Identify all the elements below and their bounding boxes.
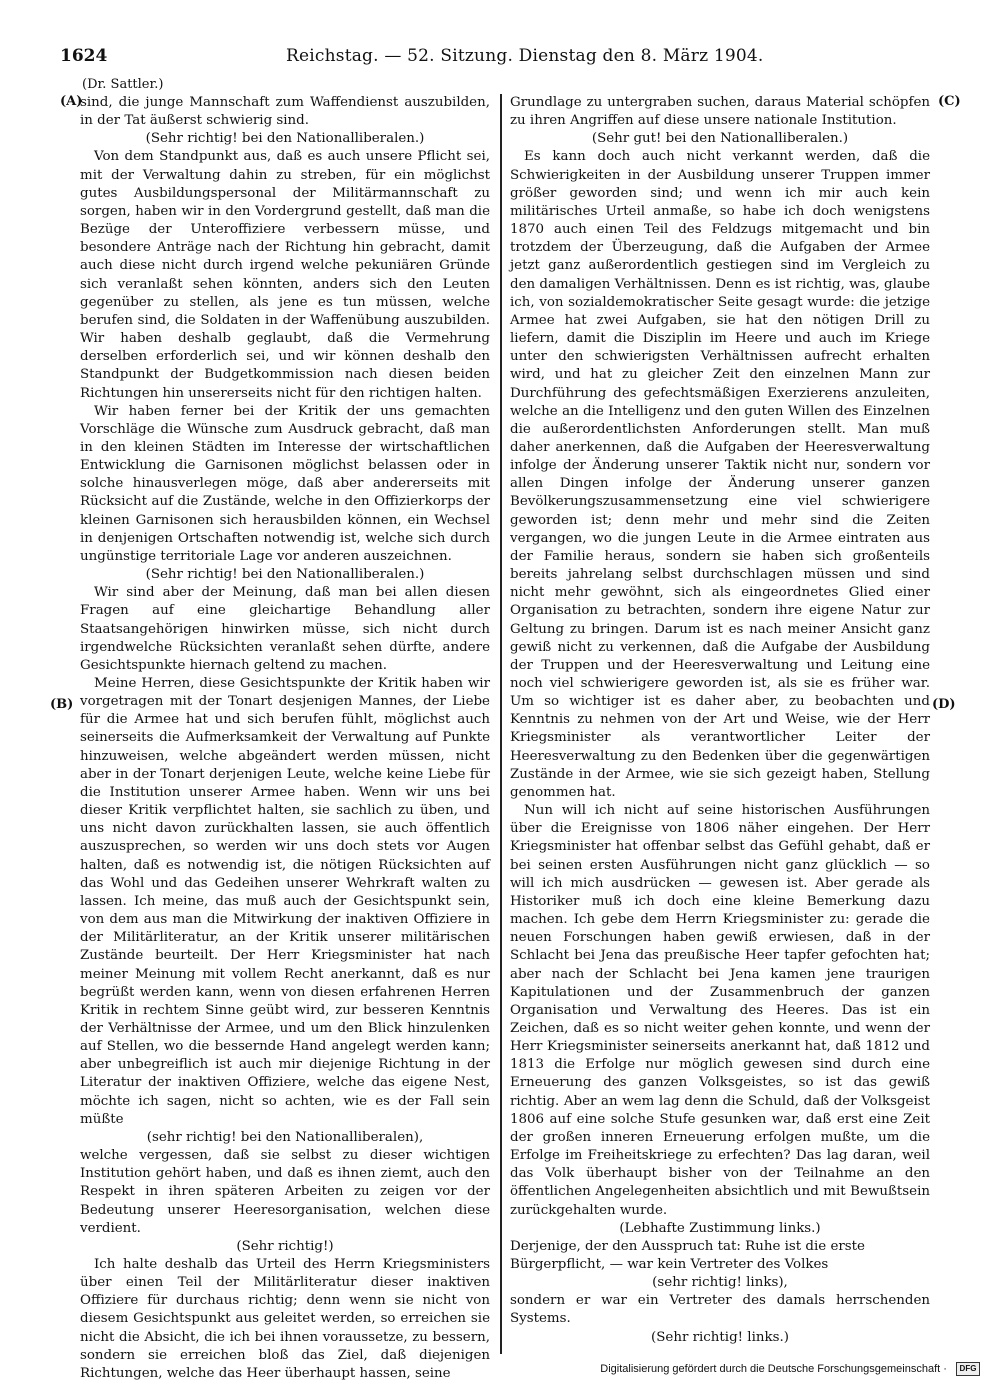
footer-credit: Digitalisierung gefördert durch die Deutsche Forschungsgemeinschaft · xyxy=(600,1363,947,1376)
paragraph: welche vergessen, daß sie selbst zu dieser wichtigen Institution gehört haben, und daß es ihnen ziemt, auch den Respekt in ihren späteren Arbeiten zu zeigen vor der Bedeutung unserer Heeresorganisation, welchen diese verdient. xyxy=(80,1148,490,1236)
interjection: (Lebhafte Zustimmung links.) xyxy=(619,1220,821,1236)
interjection: (Sehr gut! bei den Nationalliberalen.) xyxy=(591,131,849,147)
paragraph: Wir haben ferner bei der Kritik der uns gemachten Vorschläge die Wünsche zum Ausdruck gebracht, daß man in den kleinen Städten im Interesse der wirtschaftlichen Entwicklung die Garnisonen möglichst belassen oder in solche hinausverlegen möge, daß aber andererseits mit Rücksicht auf die Zustände, welche in den Offizierkorps der kleinen Garnisonen sich herausbilden können, ein Wechsel in denjenigen Ortschaften notwendig ist, welche sich durch ungünstige territoriale Lage vor anderen auszeichnen. xyxy=(80,403,490,564)
paragraph: sind, die junge Mannschaft zum Waffendienst auszubilden, in der Tat äußerst schwierig sind. xyxy=(80,95,490,129)
page-number: 1624 xyxy=(60,46,108,66)
interjection: (Sehr richtig! bei den Nationalliberalen.) xyxy=(145,131,425,147)
interjection: (sehr richtig! links), xyxy=(652,1275,788,1291)
right-column xyxy=(510,94,930,1345)
margin-mark-d: (D) xyxy=(932,697,956,712)
paragraph: Es kann doch auch nicht verkannt werden, daß die Schwierigkeiten in der Ausbildung unserer Truppen immer größer geworden sind; und wenn ich mir auch kein militärisches Urteil anmaße, so habe ich doch wenigstens 1870 auch einen Teil des Feldzugs mitgemacht und bin trotzdem der Überzeugung, daß die Aufgaben der Armee jetzt ganz außerordentlich gestiegen sind im Vergleich zu den damaligen Verhältnissen. Denn es ist richtig, was, glaube ich, von sozialdemokratischer Seite gesagt wurde: die jetzige Armee hat zwei Aufgaben, sie hat den nötigen Drill zu liefern, damit die Disziplin im Heere und auch im Kriege unter den schwierigsten Verhältnissen aufrecht erhalten wird, und hat zu gleicher Zeit den einzelnen Mann zur Durchführung des gefechtsmäßigen Exerzierens anzuleiten, welche an die Intelligenz und den guten Willen des Einzelnen die außerordentlichsten Anforderungen stellt. Man muß daher anerkennen, daß die Aufgaben der Heeresverwaltung infolge der Änderung unserer Taktik nicht nur, sondern vor allen Dingen infolge der Änderung unserer ganzen Bevölkerungszusammensetzung eine viel schwierigere geworden ist; denn mehr und mehr sind die Zeiten vergangen, wo die jungen Leute in die Armee eintraten aus der Familie heraus, sondern sie haben sich großenteils bereits jahrelang selbst durchschlagen müssen und sind nicht mehr gewöhnt, sich als eingeordnetes Glied einer Organisation zu betrachten, sondern ihre eigene Natur zur Geltung zu bringen. Darum ist es nach meiner Ansicht ganz gewiß nicht zu verkennen, daß die Aufgabe der Ausbildung der Truppen und der Heeresverwaltung und Leitung eine noch viel schwierigere geworden ist, als sie es früher war. Um so wichtiger ist es daher aber, zu beobachten und Kenntnis zu nehmen von der Art und Weise, wie der Herr Kriegsminister als verantwortlicher Leiter der Heeresverwaltung zu den Bedenken über die gegenwärtigen Zustände in der Armee, wie sie sich gezeigt haben, Stellung genommen hat. xyxy=(510,149,930,800)
running-head xyxy=(60,44,940,68)
margin-mark-c: (C) xyxy=(938,94,961,109)
paragraph: Meine Herren, diese Gesichtspunkte der Kritik haben wir vorgetragen mit der Tonart desjenigen Mannes, der Liebe für die Armee hat und sich berufen fühlt, möglichst auch seinerseits die Aufmerksamkeit der Verwaltung auf Punkte hinzuweisen, welche abgeändert werden müssen, nicht aber in der Tonart derjenigen Leute, welche keine Liebe für die Institution unserer Armee haben. Wenn wir uns bei dieser Kritik verpflichtet halten, sie sachlich zu üben, und uns nicht davon zurückhalten lassen, sie auch öffentlich auszusprechen, so werden wir uns doch stets vor Augen halten, daß es notwendig ist, die nötigen Rücksichten auf das Wohl und das Gedeihen unserer Wehrkraft walten zu lassen. Ich meine, das muß auch der Gesichtspunkt sein, von dem aus man die Mitwirkung der inaktiven Offiziere in der Militärliteratur, an der Kritik unserer militärischen Zustände beurteilt. Der Herr Kriegsminister hat nach meiner Meinung mit vollem Recht anerkannt, daß es nur begrüßt werden kann, wenn von diesen erfahrenen Herren Kritik in rechtem Sinne geübt wird, zur besseren Kenntnis der Verhältnisse der Armee, und um den Blick hinzulenken auf Stellen, wo die bessernde Hand angelegt werden kann; aber unbegreiflich ist auch mir diejenige Richtung in der Literatur der inaktiven Offiziere, welche das eigene Nest, möchte ich sagen, nicht so achten, wie es der Fall sein müßte xyxy=(80,676,490,1127)
paragraph: Derjenige, der den Ausspruch tat: Ruhe ist die erste Bürgerpflicht, — war kein Vertreter des Volkes xyxy=(510,1238,865,1272)
digitization-footer xyxy=(520,1361,980,1377)
interjection: (Sehr richtig!) xyxy=(236,1238,334,1254)
left-column xyxy=(80,94,490,1381)
header-title: Reichstag. — 52. Sitzung. Dienstag den 8. März 1904. xyxy=(286,46,764,66)
margin-mark-a: (A) xyxy=(60,94,83,109)
paragraph: Von dem Standpunkt aus, daß es auch unsere Pflicht sei, mit der Verwaltung dahin zu streben, für ein möglichst gutes Ausbildungspersonal der Militärmannschaft zu sorgen, haben wir in den Vordergrund gestellt, daß man die Bezüge der Unteroffiziere verbessern müsse, und besondere Anträge nach der Richtung hin gebracht, damit auch diese nicht durch irgend welche pekuniären Gründe sich veranlaßt sehen könnten, anders sich den Leuten gegenüber zu stellen, als jene es tun müssen, welche berufen sind, die Soldaten in der Waffenübung auszubilden. Wir haben deshalb geglaubt, daß die Vermehrung derselben erforderlich sei, und wir können deshalb den Standpunkt der Budgetkommission nach diesen beiden Richtungen hin unsererseits nicht für den richtigen halten. xyxy=(80,149,490,401)
interjection: (Sehr richtig! bei den Nationalliberalen.) xyxy=(145,567,425,583)
dfg-logo-icon: DFG xyxy=(956,1362,980,1376)
interjection: (sehr richtig! bei den Nationalliberalen), xyxy=(146,1129,424,1145)
speaker-note: (Dr. Sattler.) xyxy=(82,77,164,92)
paragraph: Grundlage zu untergraben suchen, daraus Material schöpfen zu ihren Angriffen auf diese unsere nationale Institution. xyxy=(510,95,930,129)
paragraph: sondern er war ein Vertreter des damals herrschenden Systems. xyxy=(510,1293,930,1327)
margin-mark-b: (B) xyxy=(50,697,74,712)
paragraph: Ich halte deshalb das Urteil des Herrn Kriegsministers über einen Teil der Militärliteratur dieser inaktiven Offiziere für durchaus richtig; denn wenn sie nicht von diesem Gesichtspunkt aus geleitet werden, so erreichen sie nicht die Absicht, die ich bei ihnen voraussetze, zu bessern, sondern sie erreichen bloß das Ziel, daß diejenigen Richtungen, welche das Heer überhaupt hassen, seine xyxy=(80,1257,490,1381)
column-divider xyxy=(500,94,502,1354)
interjection: (Sehr richtig! links.) xyxy=(651,1329,789,1345)
paragraph: Nun will ich nicht auf seine historischen Ausführungen über die Ereignisse von 1806 näher eingehen. Der Herr Kriegsminister hat offenbar selbst das Gefühl gehabt, daß er bei seinen ersten Ausführungen nicht ganz glücklich — so will ich mich ausdrücken — gewesen ist. Aber gerade als Historiker muß ich doch eine kleine Bemerkung dazu machen. Ich gebe dem Herrn Kriegsminister zu: gerade die neuen Forschungen haben gewiß erwiesen, daß in der Schlacht bei Jena das preußische Heer tapfer gefochten hat; aber nach der Schlacht bei Jena kamen jene traurigen Kapitulationen und der Zusammenbruch der ganzen Organisation und Verwaltung des Heeres. Das ist ein Zeichen, daß es so nicht weiter gehen konnte, und wenn der Herr Kriegsminister seinerseits anerkannt hat, daß 1812 und 1813 die Erfolge nur möglich gewesen sind durch eine Erneuerung des ganzen Volksgeistes, so ist das gewiß richtig. Aber an wem lag denn die Schuld, daß der Volksgeist 1806 auf eine solche Stufe gesunken war, daß erst eine Zeit der großen inneren Erneuerung erfolgen mußte, um die Erfolge im Freiheitskriege zu erfechten? Das lag daran, weil das Volk überhaupt bisher von der Teilnahme an den öffentlichen Angelegenheiten absichtlich und mit Bewußtsein zurückgehalten wurde. xyxy=(510,803,930,1218)
paragraph: Wir sind aber der Meinung, daß man bei allen diesen Fragen auf eine gleichartige Behandlung aller Staatsangehörigen hinwirken müsse, sich nicht durch irgendwelche Rücksichten veranlaßt sehen dürfte, andere Gesichtspunkte hiernach geltend zu machen. xyxy=(80,585,490,673)
